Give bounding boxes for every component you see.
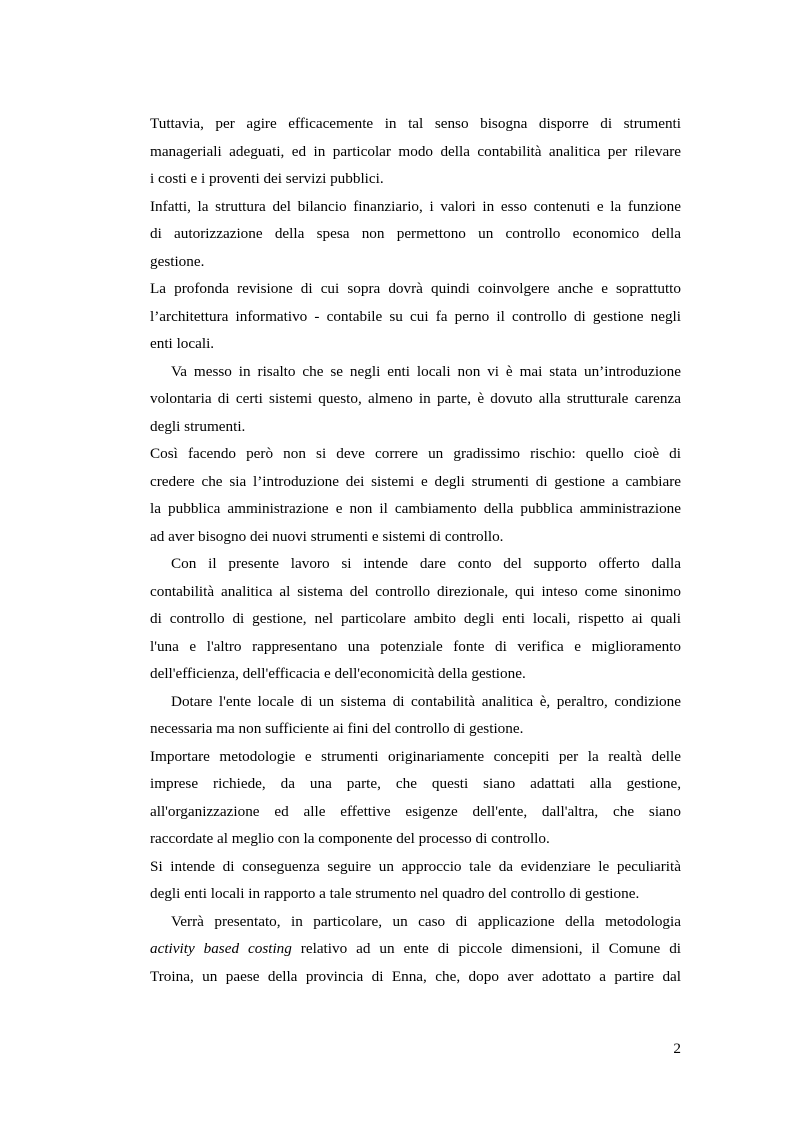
text-line: di controllo di gestione, nel particolare ambito degli enti locali, rispetto ai quali bbox=[150, 610, 681, 627]
text-line: Va messo in risalto che se negli enti locali non vi è mai stata un’introduzione bbox=[171, 362, 681, 380]
text-line: enti locali. bbox=[150, 335, 215, 352]
text-line: imprese richiede, da una parte, che questi siano adattati alla gestione, bbox=[150, 775, 681, 792]
italic-term: activity based costing bbox=[150, 940, 292, 957]
text-line: necessaria ma non sufficiente ai fini del controllo di gestione. bbox=[150, 720, 524, 737]
text-line-rest: relativo ad un ente di piccole dimensioni, il Comune di bbox=[300, 940, 682, 957]
text-line: volontaria di certi sistemi questo, almeno in parte, è dovuto alla strutturale carenza bbox=[150, 390, 681, 407]
page-number: 2 bbox=[673, 1040, 681, 1057]
text-line: credere che sia l’introduzione dei sistemi e degli strumenti di gestione a cambiare bbox=[150, 472, 681, 490]
text-line-mixed bbox=[150, 935, 681, 963]
text-line: Con il presente lavoro si intende dare conto del supporto offerto dalla bbox=[171, 555, 681, 572]
text-line: dell'efficienza, dell'efficacia e dell'economicità della gestione. bbox=[150, 665, 526, 682]
text-line: raccordate al meglio con la componente del processo di controllo. bbox=[150, 830, 550, 847]
text-line: l’architettura informativo - contabile su cui fa perno il controllo di gestione negli bbox=[150, 307, 681, 325]
text-line: La profonda revisione di cui sopra dovrà quindi coinvolgere anche e soprattutto bbox=[150, 280, 681, 297]
text-line: Importare metodologie e strumenti originariamente concepiti per la realtà delle bbox=[150, 747, 681, 765]
text-line: Tuttavia, per agire efficacemente in tal senso bisogna disporre di strumenti bbox=[150, 115, 681, 132]
text-line: Troina, un paese della provincia di Enna, che, dopo aver adottato a partire dal bbox=[150, 967, 681, 985]
text-line: Infatti, la struttura del bilancio finanziario, i valori in esso contenuti e la funzione bbox=[150, 197, 681, 215]
text-line: Così facendo però non si deve correre un gradissimo rischio: quello cioè di bbox=[150, 445, 681, 462]
text-line: degli strumenti. bbox=[150, 417, 246, 435]
text-line: manageriali adeguati, ed in particolar modo della contabilità analitica per rilevare bbox=[150, 142, 681, 160]
text-line: Verrà presentato, in particolare, un caso di applicazione della metodologia bbox=[171, 912, 681, 930]
text-line: l'una e l'altro rappresentano una potenziale fonte di verifica e miglioramento bbox=[150, 637, 681, 655]
text-line: la pubblica amministrazione e non il cambiamento della pubblica amministrazione bbox=[150, 500, 681, 517]
text-line: contabilità analitica al sistema del controllo direzionale, qui inteso come sinonimo bbox=[150, 582, 681, 600]
text-line: gestione. bbox=[150, 252, 205, 270]
text-line: Si intende di conseguenza seguire un approccio tale da evidenziare le peculiarità bbox=[150, 857, 681, 875]
text-line: ad aver bisogno dei nuovi strumenti e sistemi di controllo. bbox=[150, 527, 504, 545]
text-line: degli enti locali in rapporto a tale strumento nel quadro del controllo di gestione. bbox=[150, 885, 640, 902]
text-line: all'organizzazione ed alle effettive esigenze dell'ente, dall'altra, che siano bbox=[150, 802, 681, 820]
text-line: i costi e i proventi dei servizi pubblici. bbox=[150, 170, 384, 187]
body-text bbox=[150, 110, 681, 990]
text-line: di autorizzazione della spesa non permettono un controllo economico della bbox=[150, 225, 681, 242]
text-line: Dotare l'ente locale di un sistema di contabilità analitica è, peraltro, condizione bbox=[171, 692, 681, 710]
